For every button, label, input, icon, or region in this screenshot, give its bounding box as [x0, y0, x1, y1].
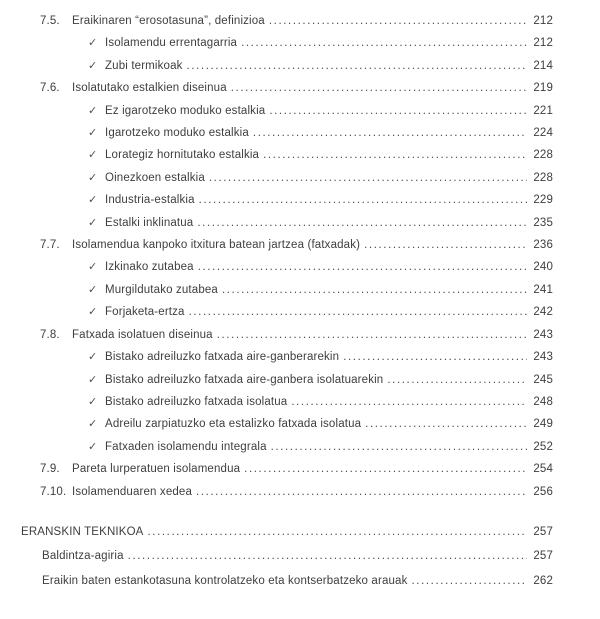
appendix-list: [21, 520, 553, 594]
page-number: 228: [533, 171, 553, 184]
page-number: 214: [533, 59, 553, 72]
dot-leader: [209, 167, 527, 189]
section-number: 7.7.: [40, 239, 60, 252]
subentry-title: Isolamendu errentagarria: [105, 37, 238, 50]
section-number: 7.5.: [40, 15, 60, 27]
subentry-title: Murgildutako zutabea: [105, 283, 218, 296]
toc-subentry-row: [21, 369, 553, 391]
subentry-title: Izkinako zutabea: [105, 261, 194, 274]
page-number: 245: [533, 373, 553, 386]
check-icon: ✓: [88, 351, 98, 364]
subentry-title: Bistako adreiluzko fatxada aire-ganbera isolatuarekin: [105, 373, 384, 386]
dot-leader: [199, 189, 527, 211]
toc-subentry-row: [21, 144, 553, 166]
page-number: 219: [533, 82, 553, 95]
page-number: 229: [533, 194, 553, 207]
toc-subentry-row: [21, 122, 553, 144]
subentry-title: Zubi termikoak: [105, 59, 183, 72]
page-number: 242: [533, 306, 553, 319]
check-icon: ✓: [88, 149, 98, 162]
page-number: 249: [533, 418, 553, 431]
subentry-title: Bistako adreiluzko fatxada aire-ganberarekin: [105, 351, 340, 364]
dot-leader: [253, 122, 527, 144]
appendix-entry-row: [21, 544, 553, 569]
dot-leader: [269, 100, 527, 122]
dot-leader: [222, 279, 527, 301]
page-number: 254: [533, 463, 553, 476]
section-title: Eraikinaren “erosotasuna”, definizioa: [72, 15, 265, 27]
toc-subentry-row: [21, 167, 553, 189]
page-number: 212: [533, 15, 553, 27]
page-number: 262: [533, 574, 553, 587]
dot-leader: [217, 324, 527, 346]
appendix-entry-row: [21, 569, 553, 594]
section-number: 7.6.: [40, 82, 60, 95]
check-icon: ✓: [88, 306, 98, 319]
toc-subentry-row: [21, 55, 553, 77]
toc-subentry-row: [21, 189, 553, 211]
subentry-title: Forjaketa-ertza: [105, 306, 185, 319]
section-title: Fatxada isolatuen diseinua: [72, 328, 213, 341]
dot-leader: [128, 544, 527, 569]
page-number: 243: [533, 351, 553, 364]
page-number: 257: [533, 525, 553, 538]
toc-subentry-row: [21, 279, 553, 301]
dot-leader: [343, 346, 527, 368]
check-icon: ✓: [88, 261, 98, 274]
toc-subentry-row: [21, 346, 553, 368]
dot-leader: [387, 369, 527, 391]
appendix-title: ERANSKIN TEKNIKOA: [21, 525, 144, 538]
section-number: 7.9.: [40, 463, 60, 476]
dot-leader: [189, 301, 527, 323]
dot-leader: [364, 234, 527, 256]
dot-leader: [271, 436, 527, 458]
subentry-title: Adreilu zarpiatuzko eta estalizko fatxada isolatua: [105, 418, 362, 431]
check-icon: ✓: [88, 440, 98, 453]
toc-subentry-row: [21, 256, 553, 278]
dot-leader: [241, 32, 527, 54]
check-icon: ✓: [88, 395, 98, 408]
dot-leader: [147, 520, 527, 545]
page-number: 221: [533, 104, 553, 117]
section-number: 7.10.: [40, 485, 67, 498]
page-number: 256: [533, 485, 553, 498]
appendix-entry-title: Baldintza-agiria: [42, 550, 124, 563]
toc-section-row: [21, 481, 553, 503]
dot-leader: [187, 55, 527, 77]
toc-subentry-row: [21, 301, 553, 323]
subentry-title: Igarotzeko moduko estalkia: [105, 127, 249, 140]
toc-section-row: [21, 458, 553, 480]
appendix-heading-row: [21, 520, 553, 545]
check-icon: ✓: [88, 283, 98, 296]
appendix-entry-title: Eraikin baten estankotasuna kontrolatzeko eta kontserbatzeko arauak: [42, 574, 408, 587]
dot-leader: [231, 77, 527, 99]
subentry-title: Industria-estalkia: [105, 194, 195, 207]
dot-leader: [263, 144, 527, 166]
check-icon: ✓: [88, 59, 98, 72]
toc-subentry-row: [21, 391, 553, 413]
page-number: 257: [533, 550, 553, 563]
page-number: 236: [533, 239, 553, 252]
toc-section-row: [21, 77, 553, 99]
toc-subentry-row: [21, 32, 553, 54]
subentry-title: Bistako adreiluzko fatxada isolatua: [105, 395, 288, 408]
dot-leader: [198, 256, 527, 278]
dot-leader: [291, 391, 527, 413]
toc-section-row: [21, 234, 553, 256]
toc-subentry-row: [21, 436, 553, 458]
subentry-title: Estalki inklinatua: [105, 216, 194, 229]
subentry-title: Fatxaden isolamendu integrala: [105, 440, 267, 453]
dot-leader: [197, 212, 527, 234]
toc-list: [21, 10, 553, 503]
subentry-title: Ez igarotzeko moduko estalkia: [105, 104, 266, 117]
toc-subentry-row: [21, 212, 553, 234]
section-number: 7.8.: [40, 328, 60, 341]
check-icon: ✓: [88, 104, 98, 117]
page-number: 235: [533, 216, 553, 229]
section-title: Pareta lurperatuen isolamendua: [72, 463, 241, 476]
dot-leader: [365, 413, 527, 435]
section-title: Isolamendua kanpoko itxitura batean jartzea (fatxadak): [72, 239, 361, 252]
page-number: 252: [533, 440, 553, 453]
toc-section-row: [21, 324, 553, 346]
subentry-title: Oinezkoen estalkia: [105, 171, 205, 184]
page-number: 243: [533, 328, 553, 341]
check-icon: ✓: [88, 194, 98, 207]
check-icon: ✓: [88, 127, 98, 140]
toc-subentry-row: [21, 100, 553, 122]
check-icon: ✓: [88, 418, 98, 431]
section-title: Isolamenduaren xedea: [72, 485, 192, 498]
check-icon: ✓: [88, 216, 98, 229]
page-number: 241: [533, 283, 553, 296]
dot-leader: [196, 481, 527, 503]
section-title: Isolatutako estalkien diseinua: [72, 82, 227, 95]
subentry-title: Lorategiz hornitutako estalkia: [105, 149, 260, 162]
page-number: 224: [533, 127, 553, 140]
page-number: 212: [533, 37, 553, 50]
page-number: 240: [533, 261, 553, 274]
dot-leader: [244, 458, 527, 480]
dot-leader: [412, 569, 528, 594]
page-number: 228: [533, 149, 553, 162]
toc-subentry-row: [21, 413, 553, 435]
toc-section-row: [21, 10, 553, 32]
check-icon: ✓: [88, 37, 98, 50]
dot-leader: [269, 10, 527, 32]
check-icon: ✓: [88, 171, 98, 184]
page-number: 248: [533, 395, 553, 408]
check-icon: ✓: [88, 373, 98, 386]
